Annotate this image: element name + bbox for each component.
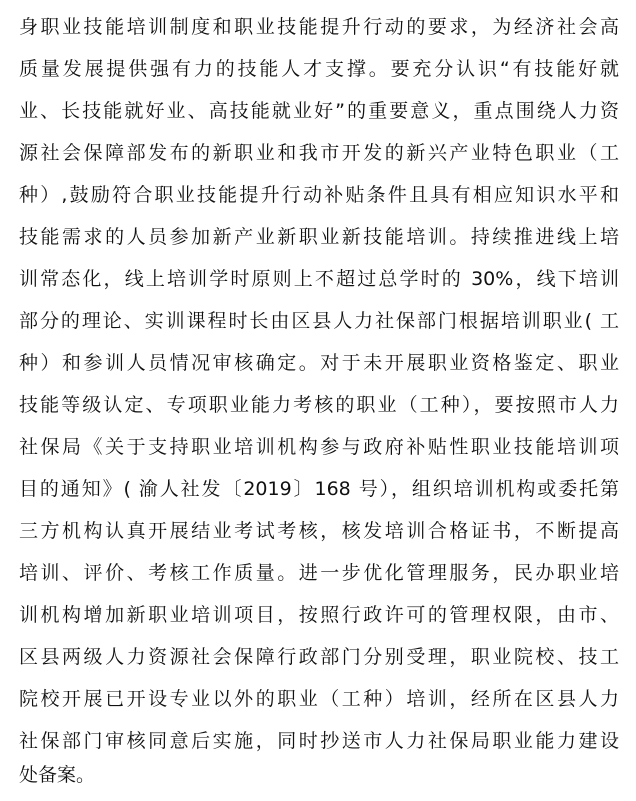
paragraph-line: 种）和参训人员情况审核确定。对于未开展职业资格鉴定、职业 [19, 352, 619, 374]
paragraph-line: 种）,鼓励符合职业技能提升行动补贴条件且具有相应知识水平和 [19, 184, 619, 206]
paragraph-line: 社保部门审核同意后实施，同时抄送市人力社保局职业能力建设 [19, 730, 619, 752]
paragraph-line: 身职业技能培训制度和职业技能提升行动的要求，为经济社会高 [19, 16, 619, 38]
paragraph-line: 院校开展已开设专业以外的职业（工种）培训，经所在区县人力 [19, 688, 619, 710]
paragraph-line: 处备案。 [19, 764, 96, 786]
paragraph-line: 部分的理论、实训课程时长由区县人力社保部门根据培训职业( 工 [19, 310, 619, 332]
paragraph-line: 目的通知》( 渝人社发〔2019〕168 号），组织培训机构或委托第 [19, 478, 619, 500]
paragraph-line: 训常态化，线上培训学时原则上不超过总学时的 30%，线下培训 [19, 268, 619, 290]
paragraph-line: 技能需求的人员参加新产业新职业新技能培训。持续推进线上培 [19, 226, 619, 248]
paragraph-line: 三方机构认真开展结业考试考核，核发培训合格证书，不断提高 [19, 520, 619, 542]
paragraph-line: 培训、评价、考核工作质量。进一步优化管理服务，民办职业培 [19, 562, 619, 584]
paragraph-line: 区县两级人力资源社会保障行政部门分别受理，职业院校、技工 [19, 646, 619, 668]
paragraph-line: 技能等级认定、专项职业能力考核的职业（工种），要按照市人力 [19, 394, 619, 416]
paragraph-line: 社保局《关于支持职业培训机构参与政府补贴性职业技能培训项 [19, 436, 619, 458]
paragraph-line: 训机构增加新职业培训项目，按照行政许可的管理权限，由市、 [19, 604, 619, 626]
paragraph-line: 质量发展提供强有力的技能人才支撑。要充分认识“有技能好就 [19, 58, 619, 80]
paragraph-line: 源社会保障部发布的新职业和我市开发的新兴产业特色职业（工 [19, 142, 619, 164]
paragraph-line: 业、长技能就好业、高技能就业好”的重要意义，重点围绕人力资 [19, 100, 619, 122]
